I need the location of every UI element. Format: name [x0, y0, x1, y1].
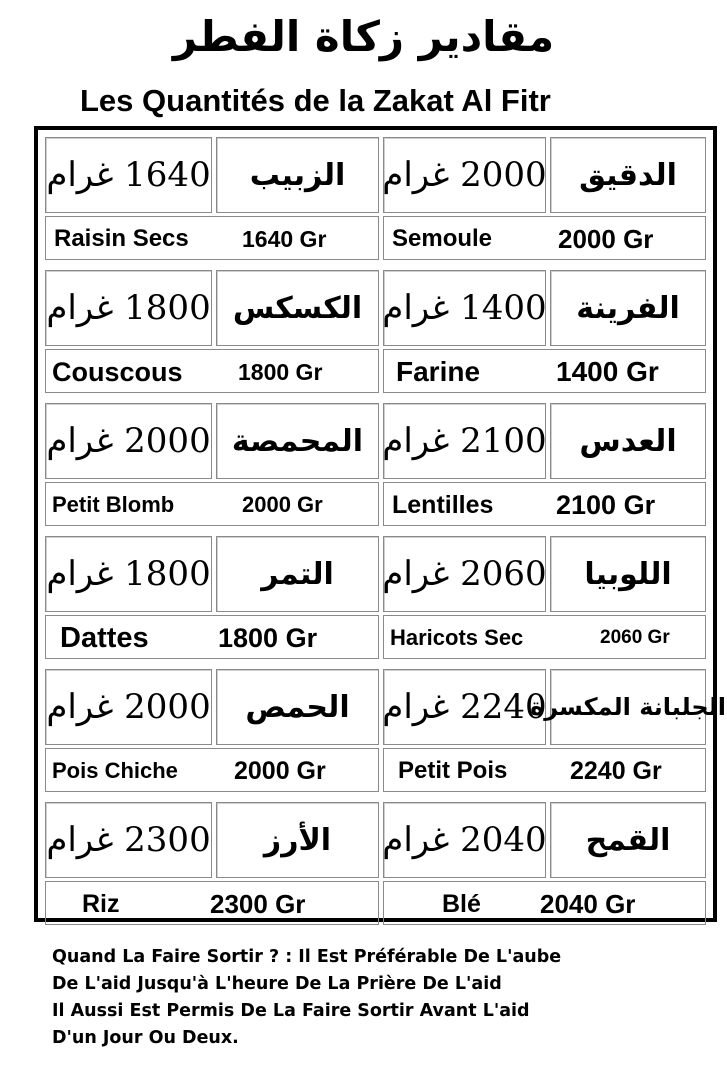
item-name-arabic: الدقيق: [550, 137, 706, 213]
item-name-arabic: المحمصة: [216, 403, 379, 479]
item-quantity-french: 2040 Gr: [540, 889, 636, 919]
item-name-french: Lentilles: [392, 491, 494, 519]
item-name-french: Riz: [82, 890, 120, 918]
table-row: [38, 795, 713, 928]
item-french-right: [383, 216, 706, 260]
item-name-french: Blé: [442, 890, 481, 918]
item-french-right: [383, 349, 706, 393]
item-french-left: [45, 748, 379, 792]
table-row: [38, 529, 713, 662]
quantity-cell-arabic: 2000 غرام: [383, 137, 546, 213]
item-name-french: Farine: [396, 356, 481, 387]
item-name-french: Raisin Secs: [54, 225, 189, 252]
quantity-cell-arabic: 1640 غرام: [45, 137, 212, 213]
item-name-french: Semoule: [392, 225, 493, 252]
timing-note: [52, 944, 722, 1052]
item-french-left: [45, 615, 379, 659]
item-name-arabic: اللوبيا: [550, 536, 706, 612]
quantity-cell-arabic: 2000 غرام: [45, 669, 212, 745]
item-french-right: [383, 482, 706, 526]
item-name-french: Couscous: [52, 357, 183, 387]
item-french-left: [45, 482, 379, 526]
item-name-arabic: الجلبانة المكسرة: [550, 669, 706, 745]
item-quantity-french: 1640 Gr: [242, 226, 327, 252]
item-quantity-french: 2060 Gr: [600, 627, 670, 648]
item-name-arabic: الأرز: [216, 802, 379, 878]
table-row: [38, 130, 713, 263]
item-name-arabic: الفرينة: [550, 270, 706, 346]
item-name-french: Haricots Sec: [390, 625, 524, 650]
item-french-right: [383, 615, 706, 659]
item-quantity-french: 2000 Gr: [242, 492, 323, 517]
quantity-cell-arabic: 2240 غرام: [383, 669, 546, 745]
item-quantity-french: 1800 Gr: [238, 359, 323, 385]
table-row: [38, 662, 726, 795]
item-name-arabic: الحمص: [216, 669, 379, 745]
quantity-cell-arabic: 1400 غرام: [383, 270, 546, 346]
item-quantity-french: 2240 Gr: [570, 757, 662, 785]
item-name-french: Petit Pois: [398, 757, 508, 784]
item-quantity-french: 2000 Gr: [558, 224, 654, 254]
item-quantity-french: 1800 Gr: [218, 623, 318, 653]
page-title-arabic: مقادير زكاة الفطر: [172, 12, 555, 61]
table-row: [38, 396, 713, 529]
quantity-cell-arabic: 2100 غرام: [383, 403, 546, 479]
quantities-table: [34, 126, 726, 922]
quantity-cell-arabic: 2000 غرام: [45, 403, 212, 479]
quantity-cell-arabic: 2300 غرام: [45, 802, 212, 878]
item-french-right: [383, 881, 706, 925]
item-name-french: Petit Blomb: [52, 492, 175, 517]
item-name-arabic: الزبيب: [216, 137, 379, 213]
quantity-cell-arabic: 1800 غرام: [45, 270, 212, 346]
item-name-arabic: الكسكس: [216, 270, 379, 346]
item-quantity-french: 2100 Gr: [556, 490, 656, 520]
quantity-cell-arabic: 2060 غرام: [383, 536, 546, 612]
note-line: Quand La Faire Sortir ? : Il Est Préférable De L'aube: [52, 947, 562, 967]
item-name-arabic: العدس: [550, 403, 706, 479]
quantity-cell-arabic: 2040 غرام: [383, 802, 546, 878]
item-french-left: [45, 349, 379, 393]
item-quantity-french: 1400 Gr: [556, 356, 659, 387]
note-line: Il Aussi Est Permis De La Faire Sortir Avant L'aid: [52, 1001, 530, 1021]
item-french-left: [45, 881, 379, 925]
item-name-french: Pois Chiche: [52, 758, 178, 783]
table-row: [38, 263, 713, 396]
item-french-right: [383, 748, 706, 792]
page-title-french: Les Quantités de la Zakat Al Fitr: [80, 83, 551, 118]
note-line: D'un Jour Ou Deux.: [52, 1028, 239, 1048]
note-line: De L'aid Jusqu'à L'heure De La Prière De L'aid: [52, 974, 502, 994]
quantity-cell-arabic: 1800 غرام: [45, 536, 212, 612]
item-french-left: [45, 216, 379, 260]
item-name-arabic: القمح: [550, 802, 706, 878]
item-name-french: Dattes: [60, 622, 149, 654]
item-name-arabic: التمر: [216, 536, 379, 612]
item-quantity-french: 2000 Gr: [234, 757, 326, 785]
item-quantity-french: 2300 Gr: [210, 889, 306, 919]
